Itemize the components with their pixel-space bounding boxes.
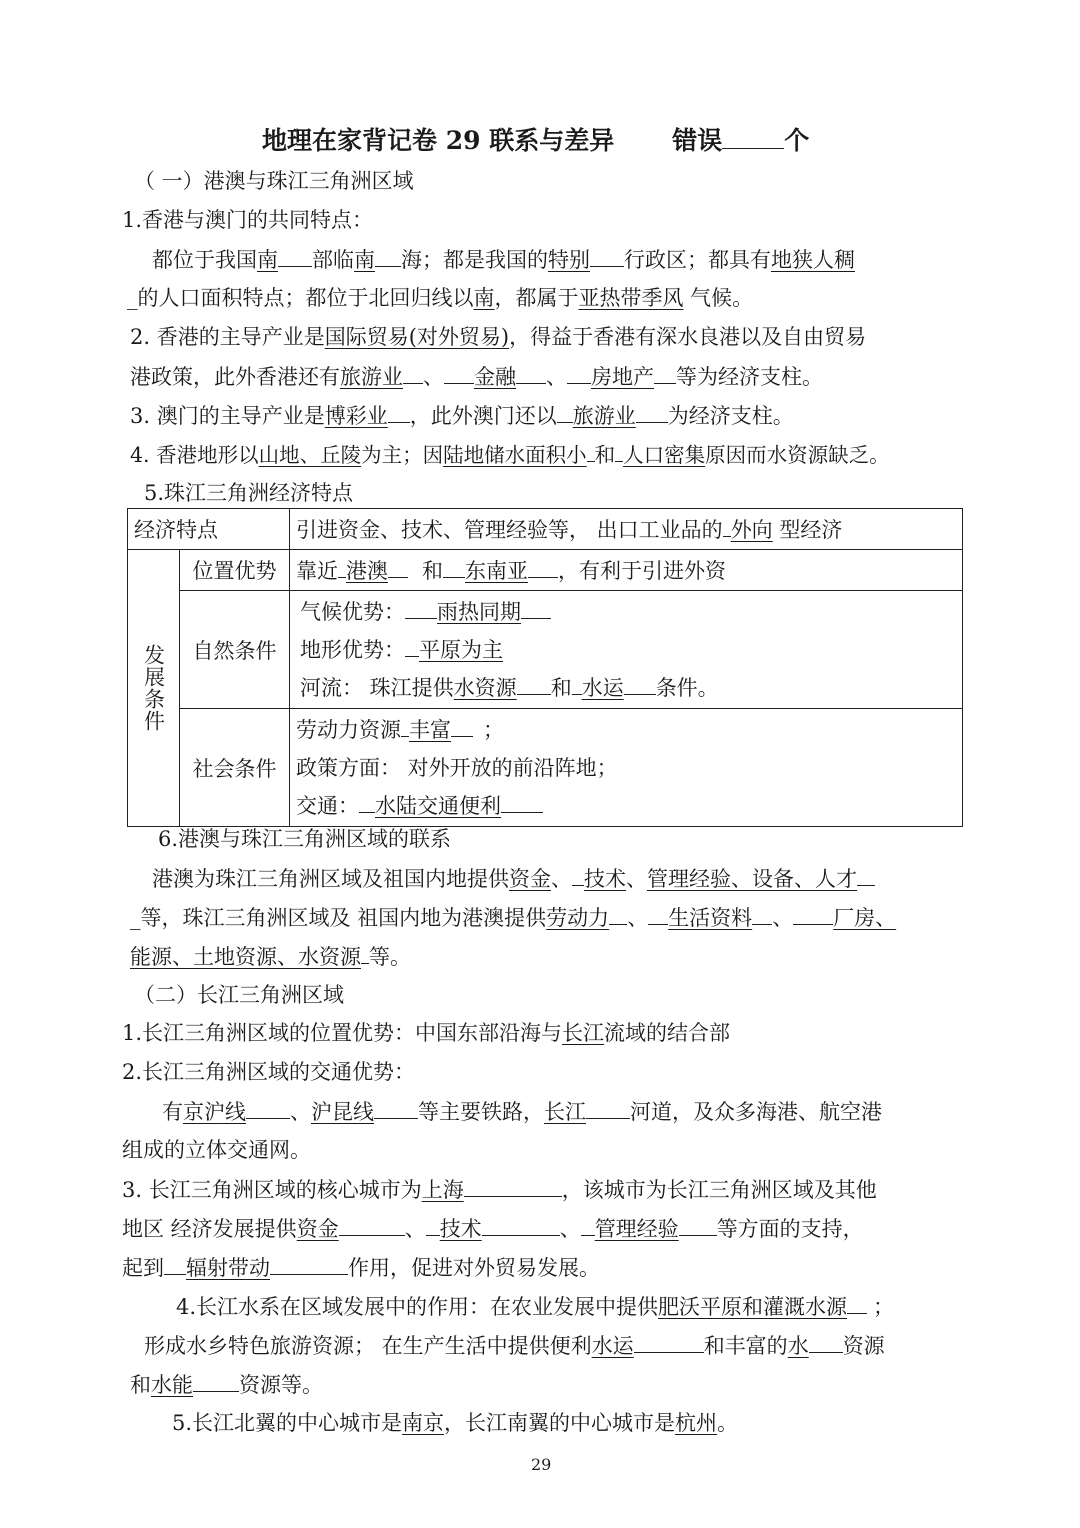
row-header-social: 社会条件: [180, 709, 290, 827]
text: 地形优势：: [300, 637, 405, 662]
row-content-location: [290, 550, 963, 591]
blank: [426, 1213, 440, 1236]
answer: 金融: [474, 365, 516, 389]
text: 、: [546, 365, 567, 389]
answer: 水陆交通便利: [375, 793, 501, 818]
text: _的人口面积特点；都位于北回归线以: [127, 286, 474, 310]
page-title: [262, 126, 809, 156]
blank: [567, 361, 591, 384]
blank: [528, 555, 558, 578]
text: 、: [551, 867, 572, 891]
text: 河流： 珠江提供: [300, 675, 454, 700]
blank: [451, 714, 473, 737]
text: ，此外澳门还以: [409, 404, 557, 428]
text: 和丰富的: [703, 1334, 788, 1358]
row-content-natural: [290, 591, 963, 709]
text: 、: [626, 867, 647, 891]
blank: [634, 1330, 704, 1353]
answer: 长江: [562, 1021, 605, 1045]
answer: 南: [257, 248, 278, 272]
text: 和: [594, 443, 616, 467]
s2-q3-line2: [122, 1213, 864, 1244]
text: 靠近: [296, 559, 338, 583]
blank: [590, 244, 624, 267]
text: ，长江南翼的中心城市是: [444, 1411, 676, 1435]
errors-unit: 个: [784, 126, 810, 155]
text: 原因而水资源缺乏。: [705, 443, 890, 467]
blank: [405, 596, 437, 619]
text: 资源等。: [239, 1373, 323, 1397]
answer: 国际贸易(对外贸易): [324, 325, 510, 349]
blank: [723, 514, 731, 537]
blank: [278, 244, 312, 267]
natural-line2: [300, 631, 956, 669]
s2-q3-line1: [122, 1174, 877, 1205]
text: 等方面的支持，: [716, 1217, 864, 1241]
answer: 沪昆线: [311, 1100, 374, 1124]
blank: [164, 1252, 186, 1275]
table-row: [128, 709, 963, 827]
social-line1: [296, 711, 956, 749]
answer: 水能: [151, 1373, 193, 1397]
text: 气候优势：: [300, 599, 405, 624]
text: 地区 经济发展提供: [122, 1217, 297, 1241]
blank: [572, 863, 584, 886]
text: 港澳为珠江三角洲区域及祖国内地提供: [152, 867, 509, 891]
answer: 资金: [509, 867, 551, 891]
blank: [193, 1369, 239, 1392]
answer: 平原为主: [419, 637, 503, 662]
blank: [270, 1252, 348, 1275]
blank: [648, 902, 668, 925]
q1-line2: [127, 283, 753, 313]
blank: [339, 1213, 405, 1236]
blank: [654, 361, 676, 384]
blank: [403, 361, 423, 384]
s2-q4-line3: [130, 1369, 323, 1400]
answer: 丰富: [409, 717, 451, 742]
answer: 旅游业: [572, 404, 636, 428]
section1-heading: （ 一）港澳与珠江三角洲区域: [134, 169, 414, 193]
text: ；: [483, 717, 504, 742]
answer: 水资源: [453, 675, 517, 700]
text: 2. 香港的主导产业是: [130, 325, 325, 349]
text: 港政策，此外香港还有: [130, 365, 340, 389]
answer: 亚热带季风: [578, 286, 684, 310]
text: ，有利于引进外资: [558, 559, 726, 583]
blank: [521, 596, 551, 619]
answer: 旅游业: [340, 365, 403, 389]
text: 3. 澳门的主导产业是: [130, 404, 325, 428]
s2-q4-line1: [176, 1291, 894, 1322]
blank: [501, 790, 543, 813]
s2-q3-line3: [122, 1252, 600, 1283]
text: 起到: [122, 1256, 164, 1280]
s2-q4-line2: [144, 1330, 885, 1361]
q4-line: [130, 439, 890, 470]
answer: 生活资料: [668, 906, 753, 930]
text: ，得益于香港有深水良港以及自由贸易: [509, 325, 867, 349]
blank: [809, 1330, 843, 1353]
q6-line1: [152, 863, 875, 894]
blank: [405, 634, 419, 657]
q1-label: 1.香港与澳门的共同特点：: [122, 208, 374, 232]
answer: 房地产: [591, 365, 654, 389]
group-header-development: 发展条件: [141, 644, 166, 732]
text: 型经济: [772, 518, 843, 542]
q6-line3: [130, 941, 411, 972]
text: 1.长江三角洲区域的位置优势：中国东部沿海与: [122, 1021, 563, 1045]
row-header-economic: 经济特点: [128, 509, 290, 550]
text: 劳动力资源: [296, 717, 401, 742]
answer: 南京: [402, 1411, 445, 1435]
q6-line2: [130, 902, 896, 933]
blank: [401, 714, 409, 737]
text: 5.长江北翼的中心城市是: [172, 1411, 403, 1435]
q3-line: [130, 400, 794, 431]
table-row: [128, 509, 963, 550]
answer: 山地、丘陵: [258, 443, 362, 467]
text: 为主；因: [361, 443, 444, 467]
natural-line3: [300, 669, 956, 707]
answer: 人口密集: [623, 443, 706, 467]
blank: [443, 555, 465, 578]
text: 和: [550, 675, 572, 700]
blank: [338, 555, 346, 578]
blank: [793, 902, 833, 925]
text: ，都属于: [494, 286, 579, 310]
answer: 南: [473, 286, 495, 310]
blank: [557, 400, 573, 423]
blank: [359, 790, 375, 813]
answer: 资金: [296, 1217, 339, 1241]
q2-line2: [130, 361, 823, 392]
blank: [388, 555, 408, 578]
text: 、: [559, 1217, 581, 1241]
answer: 雨热同期: [437, 599, 521, 624]
social-line3: [296, 787, 956, 825]
s2-q5-line: [172, 1408, 738, 1438]
answer: 技术: [439, 1217, 482, 1241]
text: 和: [422, 559, 443, 583]
answer: 博彩业: [324, 404, 388, 428]
answer: 管理经验、设备、人才: [647, 867, 857, 891]
text: 、: [627, 906, 649, 930]
text: 。: [717, 1411, 739, 1435]
answer: 长江: [544, 1100, 586, 1124]
text: 气候。: [683, 286, 754, 310]
answer: 杭州: [675, 1411, 718, 1435]
q1-line1: [152, 244, 855, 275]
blank: [679, 1213, 717, 1236]
blank: [615, 439, 623, 462]
blank: [752, 902, 772, 925]
blank: [857, 863, 875, 886]
answer: 东南亚: [465, 559, 528, 583]
text: 等主要铁路，: [418, 1100, 544, 1124]
text: 资源: [842, 1334, 885, 1358]
row-header-natural: 自然条件: [180, 591, 290, 709]
answer: 南: [354, 248, 375, 272]
answer: 劳动力: [546, 906, 610, 930]
answer: 管理经验: [594, 1217, 679, 1241]
s2-q2-line2: 组成的立体交通网。: [122, 1138, 311, 1162]
errors-blank[interactable]: [722, 126, 784, 149]
blank: [388, 400, 410, 423]
text: 3. 长江三角洲区域的核心城市为: [122, 1178, 422, 1202]
blank: [375, 244, 401, 267]
social-line2: 政策方面： 对外开放的前沿阵地；: [296, 755, 618, 780]
blank: [517, 672, 551, 695]
text: 、: [772, 906, 794, 930]
s2-q1-line: [122, 1018, 730, 1048]
text: 等为经济支柱。: [676, 365, 823, 389]
blank: [464, 1174, 562, 1197]
text: 部临: [312, 248, 354, 272]
s2-q2-line1: [162, 1096, 882, 1127]
answer: 陆地储水面积小: [443, 443, 587, 467]
blank: [374, 1096, 418, 1119]
text: ；: [873, 1295, 895, 1319]
errors-label: 错误: [672, 126, 723, 155]
text: 有: [162, 1100, 183, 1124]
text: 为经济支柱。: [667, 404, 794, 428]
page-number: 29: [531, 1455, 552, 1474]
text: _等，珠江三角洲区域及 祖国内地为港澳提供: [130, 906, 547, 930]
blank: [572, 672, 582, 695]
text: 海；都是我国的: [401, 248, 548, 272]
answer: 京沪线: [183, 1100, 246, 1124]
text: 都位于我国: [152, 248, 257, 272]
answer: 水: [787, 1334, 809, 1358]
answer: 厂房、: [833, 906, 897, 930]
blank: [847, 1291, 867, 1314]
natural-line1: [300, 593, 956, 631]
text: 和: [130, 1373, 151, 1397]
table-row: [128, 591, 963, 709]
s2-q2-label: 2.长江三角洲区域的交通优势：: [122, 1060, 416, 1084]
answer: 外向: [730, 518, 773, 542]
blank: [246, 1096, 290, 1119]
blank: [587, 439, 595, 462]
text: 4. 香港地形以: [130, 443, 259, 467]
q6-label: 6.港澳与珠江三角洲区域的联系: [158, 827, 452, 851]
q5-label: 5.珠江三角洲经济特点: [144, 481, 354, 505]
text: 作用，促进对外贸易发展。: [348, 1256, 600, 1280]
row-header-location: 位置优势: [180, 550, 290, 591]
blank: [361, 941, 369, 964]
answer: 港澳: [346, 559, 388, 583]
blank: [482, 1213, 560, 1236]
answer: 地狭人稠: [771, 248, 855, 272]
answer: 能源、土地资源、水资源: [130, 945, 361, 969]
table-row: [128, 550, 963, 591]
text: 河道，及众多海港、航空港: [630, 1100, 882, 1124]
answer: 上海: [421, 1178, 464, 1202]
text: 、: [404, 1217, 426, 1241]
text: 条件。: [655, 675, 719, 700]
blank: [624, 672, 656, 695]
text: 行政区；都具有: [624, 248, 771, 272]
text: 流域的结合部: [604, 1021, 731, 1045]
text: 形成水乡特色旅游资源； 在生产生活中提供便利: [144, 1334, 592, 1358]
title-main: 地理在家背记卷 29 联系与差异: [262, 126, 615, 155]
answer: 技术: [584, 867, 626, 891]
answer: 肥沃平原和灌溉水源: [658, 1295, 848, 1319]
row-content-social: [290, 709, 963, 827]
group-cell: [128, 550, 180, 827]
q2-line1: [130, 322, 866, 352]
answer: 水运: [581, 675, 624, 700]
blank: [581, 1213, 595, 1236]
blank: [636, 400, 668, 423]
economic-features-table: [127, 508, 963, 827]
text: 、: [290, 1100, 311, 1124]
blank: [444, 361, 474, 384]
answer: 水运: [591, 1334, 634, 1358]
row-content-economic: [290, 509, 963, 550]
blank: [609, 902, 627, 925]
blank: [586, 1096, 630, 1119]
text: 、: [423, 365, 444, 389]
text: 4.长江水系在区域发展中的作用：在农业发展中提供: [176, 1295, 659, 1319]
text: 等。: [369, 945, 411, 969]
text: 交通：: [296, 793, 359, 818]
text: 引进资金、技术、管理经验等， 出口工业品的: [296, 518, 723, 542]
answer: 特别: [548, 248, 590, 272]
answer: 辐射带动: [186, 1256, 270, 1280]
text: ，该城市为长江三角洲区域及其他: [561, 1178, 877, 1202]
section2-heading: （二）长江三角洲区域: [134, 983, 344, 1007]
blank: [516, 361, 546, 384]
